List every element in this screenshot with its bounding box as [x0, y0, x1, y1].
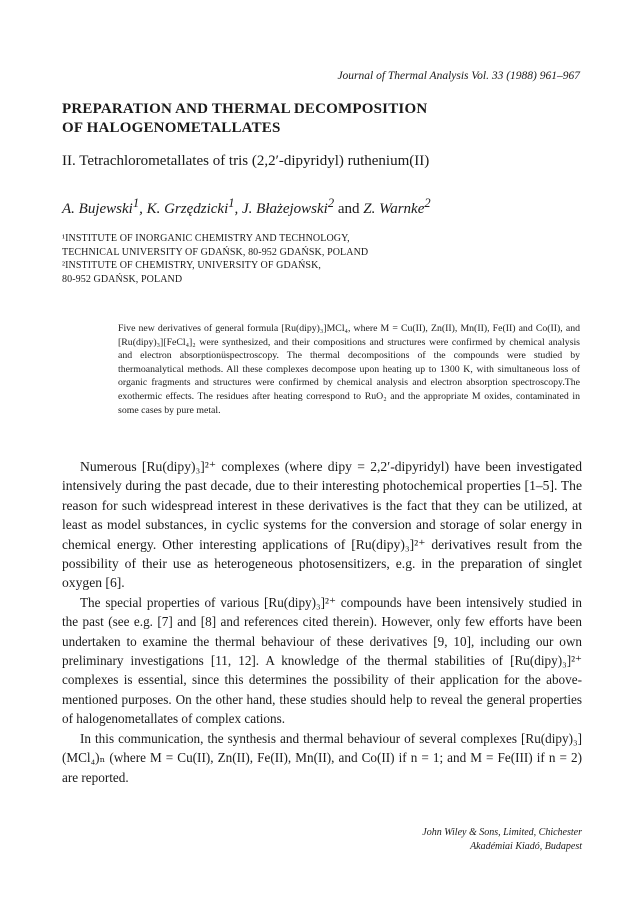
author-name: A. Bujewski [62, 201, 133, 217]
publisher-line: John Wiley & Sons, Limited, Chichester [422, 827, 582, 838]
title-line-2: OF HALOGENOMETALLATES [62, 120, 281, 136]
author-name: Z. Warnke [363, 201, 425, 217]
author-name: K. Grzędzicki [146, 201, 229, 217]
author-affiliation-mark: 1 [132, 196, 140, 210]
affiliation-line: TECHNICAL UNIVERSITY OF GDAŃSK, 80-952 GDAŃSK, POLAND [62, 246, 369, 258]
affiliations [62, 232, 502, 286]
body-paragraph: Numerous [Ru(dipy)₃]²⁺ complexes (where dipy = 2,2′-dipyridyl) have been investigated intensively during the past decade, due to their interesting photochemical properties [1–5]. The reason for such widespread interest in these derivatives is the fact that they can be utilized, at least as model substances, in cyclic systems for the conversion and storage of solar energy in chemical energy. Other interesting applications of [Ru(dipy)₃]²⁺ derivatives result from the possibility of their use as heterogeneous photosensitizers, e.g. in the preparation of singlet oxygen [6]. [62, 459, 582, 591]
main-text [62, 457, 582, 787]
body-paragraph: The special properties of various [Ru(dipy)₃]²⁺ compounds have been intensively studied in the past (see e.g. [7] and [8] and references cited therein). However, only few efforts have been undertaken to examine the thermal behaviour of these derivatives [9, 10], including our own preliminary investigations [11, 12]. A knowledge of the thermal stabilities of [Ru(dipy)₃]²⁺ complexes is essential, since this determines the possibility of their application for the above-mentioned purposes. On the other hand, these studies should help to reveal the general properties of halogenometallates of complex cations. [62, 594, 582, 727]
publisher-footer [380, 826, 582, 854]
author-conjunction: and [337, 201, 360, 217]
journal-citation: Journal of Thermal Analysis Vol. 33 (1988) 961–967 [337, 70, 580, 82]
author-affiliation-mark: 2 [424, 196, 431, 210]
article-title [62, 100, 582, 138]
affiliation-line: ²INSTITUTE OF CHEMISTRY, UNIVERSITY OF GDAŃSK, [62, 260, 321, 271]
author-list: A. Bujewski$^1$, K. Grzędzicki$^1$, J. Błażejowski$^2$ and Z. Warnke$^2$ [62, 196, 431, 217]
affiliation-line: 80-952 GDAŃSK, POLAND [62, 273, 183, 285]
body-paragraph: In this communication, the synthesis and thermal behaviour of several complexes [Ru(dipy)₃](MCl₄)ₙ (where M = Cu(II), Zn(II), Fe(II), Mn(II), and Co(II) if n = 1; and M = Fe(III) if n = 2) are reported. [62, 730, 582, 785]
article-subtitle: II. Tetrachlorometallates of tris (2,2′-dipyridyl) ruthenium(II) [62, 153, 430, 169]
author-affiliation-mark: 2 [327, 196, 335, 210]
author-name: J. Błażejowski [242, 201, 328, 217]
author-affiliation-mark: 1 [228, 196, 235, 210]
title-line-1: PREPARATION AND THERMAL DECOMPOSITION [62, 101, 428, 117]
publisher-line: Akadémiai Kiadó, Budapest [470, 841, 582, 852]
affiliation-line: ¹INSTITUTE OF INORGANIC CHEMISTRY AND TECHNOLOGY, [62, 233, 350, 244]
abstract: Five new derivatives of general formula [Ru(dipy)₃]MCl₄, where M = Cu(II), Zn(II), Mn(II), Fe(II) and Co(II), and [Ru(dipy)₃][FeCl₄]₂ were synthesized, and their compositions and structures were confirmed by chemical analysis and electron absorptionüspectroscopy. The thermal decompositions of the compounds were studied by thermoanalytical methods. All these complexes decompose upon heating up to 1300 K, with simultaneous loss of organic fragments and structures were confirmed by chemical analysis and electron absorption spectroscopy.The exothermic effects. The residues after heating correspond to RuO₂ and the appropriate M oxides, contaminated in some cases by pure metal. [118, 323, 580, 416]
